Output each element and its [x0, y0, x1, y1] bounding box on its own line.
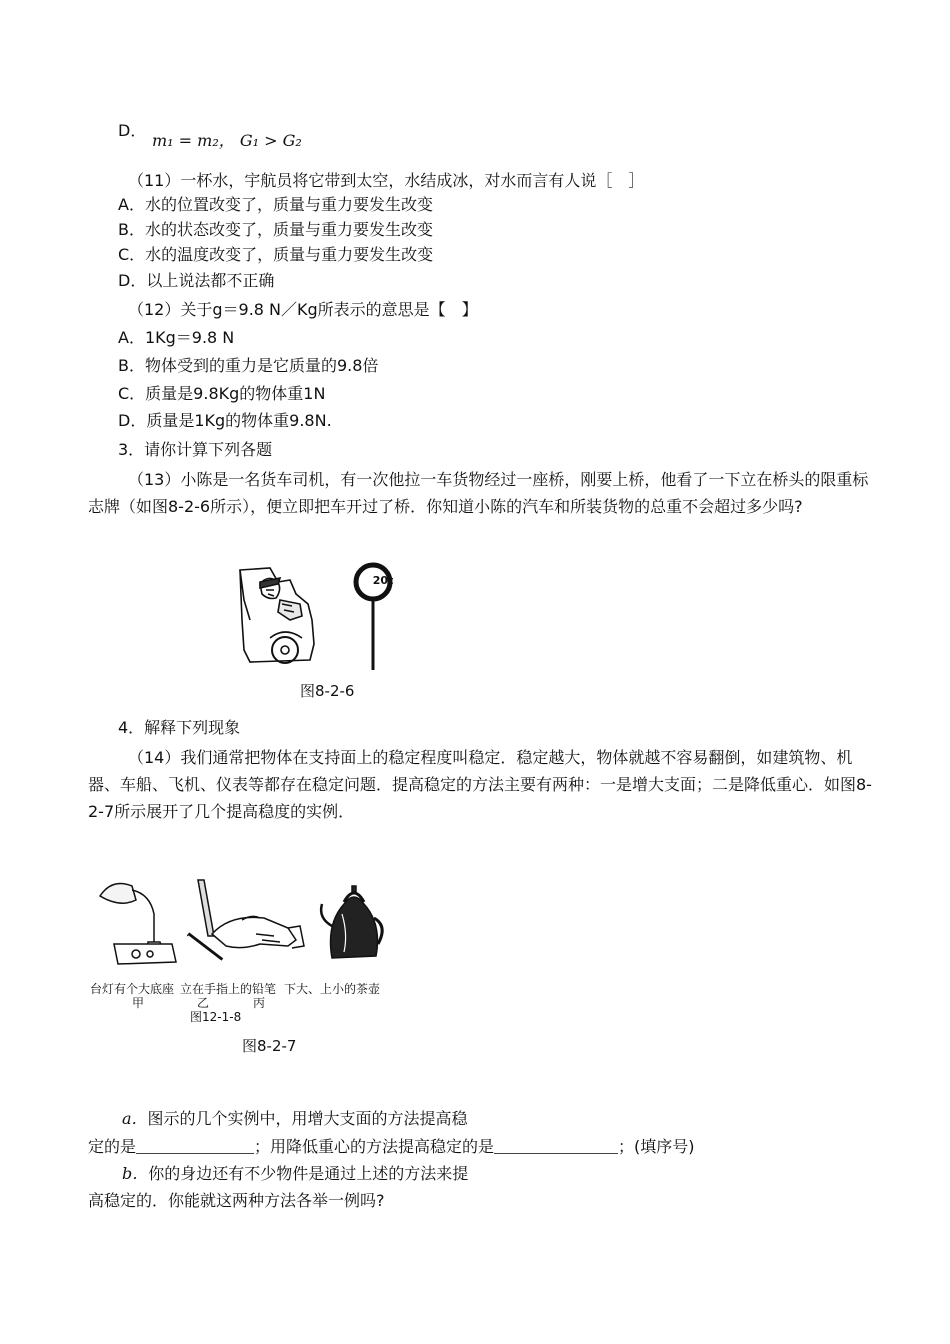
desk-lamp-illustration — [100, 884, 176, 964]
label-yi-desc: 立在手指上的铅笔 — [180, 982, 277, 996]
qa-label: a． — [122, 1109, 148, 1128]
q12-option-b: B．物体受到的重力是它质量的9.8倍 — [118, 356, 379, 375]
q13-text: （13）小陈是一名货车司机，有一次他拉一车货物经过一座桥，刚要上桥，他看了一下立在桥头的限重标志牌（如图8-2-6所示），便立即把车开过了桥．你知道小陈的汽车和所装货物的总重不会超过多少吗? — [88, 470, 869, 516]
qb-line2: 高稳定的．你能就这两种方法各举一例吗? — [88, 1191, 385, 1210]
q14-text: （14）我们通常把物体在支持面上的稳定程度叫稳定．稳定越大，物体就越不容易翻倒，如建筑物、机器、车船、飞机、仪表等都存在稳定问题．提高稳定的方法主要有两种：一是增大支面；二是降低重心．如图8-2-7所示展开了几个提高稳度的实例． — [88, 748, 872, 821]
q11-option-a: A．水的位置改变了，质量与重力要发生改变 — [118, 195, 433, 214]
qa-line2-part3: ；(填序号) — [618, 1137, 695, 1156]
q11-option-b: B．水的状态改变了，质量与重力要发生改变 — [118, 220, 433, 239]
figure-8-2-7-caption: 图8-2-7 — [242, 1037, 297, 1055]
figure-inner-caption: 图12-1-8 — [190, 1010, 242, 1024]
qb-label: b． — [122, 1164, 149, 1183]
qa-line1 — [122, 1108, 468, 1130]
sign-text: 20t — [372, 574, 394, 587]
answer-blank-increase-support[interactable] — [136, 1139, 254, 1154]
pencil-hand-illustration — [188, 880, 304, 962]
label-yi: 乙 — [197, 996, 210, 1010]
qa-line2-part2: ；用降低重心的方法提高稳定的是 — [254, 1137, 495, 1156]
q10-option-d-label: D． — [118, 121, 147, 140]
qb-line1 — [122, 1163, 468, 1185]
q12-option-c: C．质量是9.8Kg的物体重1N — [118, 384, 326, 403]
q12-option-d: D．质量是1Kg的物体重9.8N. — [118, 411, 332, 430]
label-jia: 甲 — [132, 996, 145, 1010]
q12-option-a: A．1Kg＝9.8 N — [118, 328, 235, 347]
label-bing: 丙 — [253, 996, 266, 1010]
teapot-illustration — [321, 886, 382, 958]
label-jia-desc: 台灯有个大底座 — [90, 982, 175, 996]
qa-line2 — [88, 1136, 695, 1158]
figure-8-2-6-caption: 图8-2-6 — [300, 682, 355, 700]
answer-blank-lower-center[interactable] — [494, 1139, 618, 1154]
qa-line1-text: 图示的几个实例中，用增大支面的方法提高稳 — [147, 1109, 468, 1128]
q11-option-c: C．水的温度改变了，质量与重力要发生改变 — [118, 245, 434, 264]
q10-option-d-formula: m₁ = m₂， G₁ > G₂ — [152, 131, 302, 150]
label-bing-desc: 下大、上小的茶壶 — [284, 982, 381, 996]
section4-heading: 4．解释下列现象 — [118, 718, 241, 737]
q12-stem: （12）关于g＝9.8 N／Kg所表示的意思是【 】 — [128, 300, 478, 319]
q11-option-d: D．以上说法都不正确 — [118, 271, 275, 290]
car-illustration — [240, 568, 314, 663]
figure-8-2-7 — [92, 874, 392, 974]
section3-heading: 3．请你计算下列各题 — [118, 440, 273, 459]
q11-stem: （11）一杯水，宇航员将它带到太空，水结成冰，对水而言有人说［ ］ — [128, 171, 645, 190]
qa-line2-part1: 定的是 — [88, 1137, 137, 1156]
qb-line1-text: 你的身边还有不少物件是通过上述的方法来提 — [148, 1164, 469, 1183]
